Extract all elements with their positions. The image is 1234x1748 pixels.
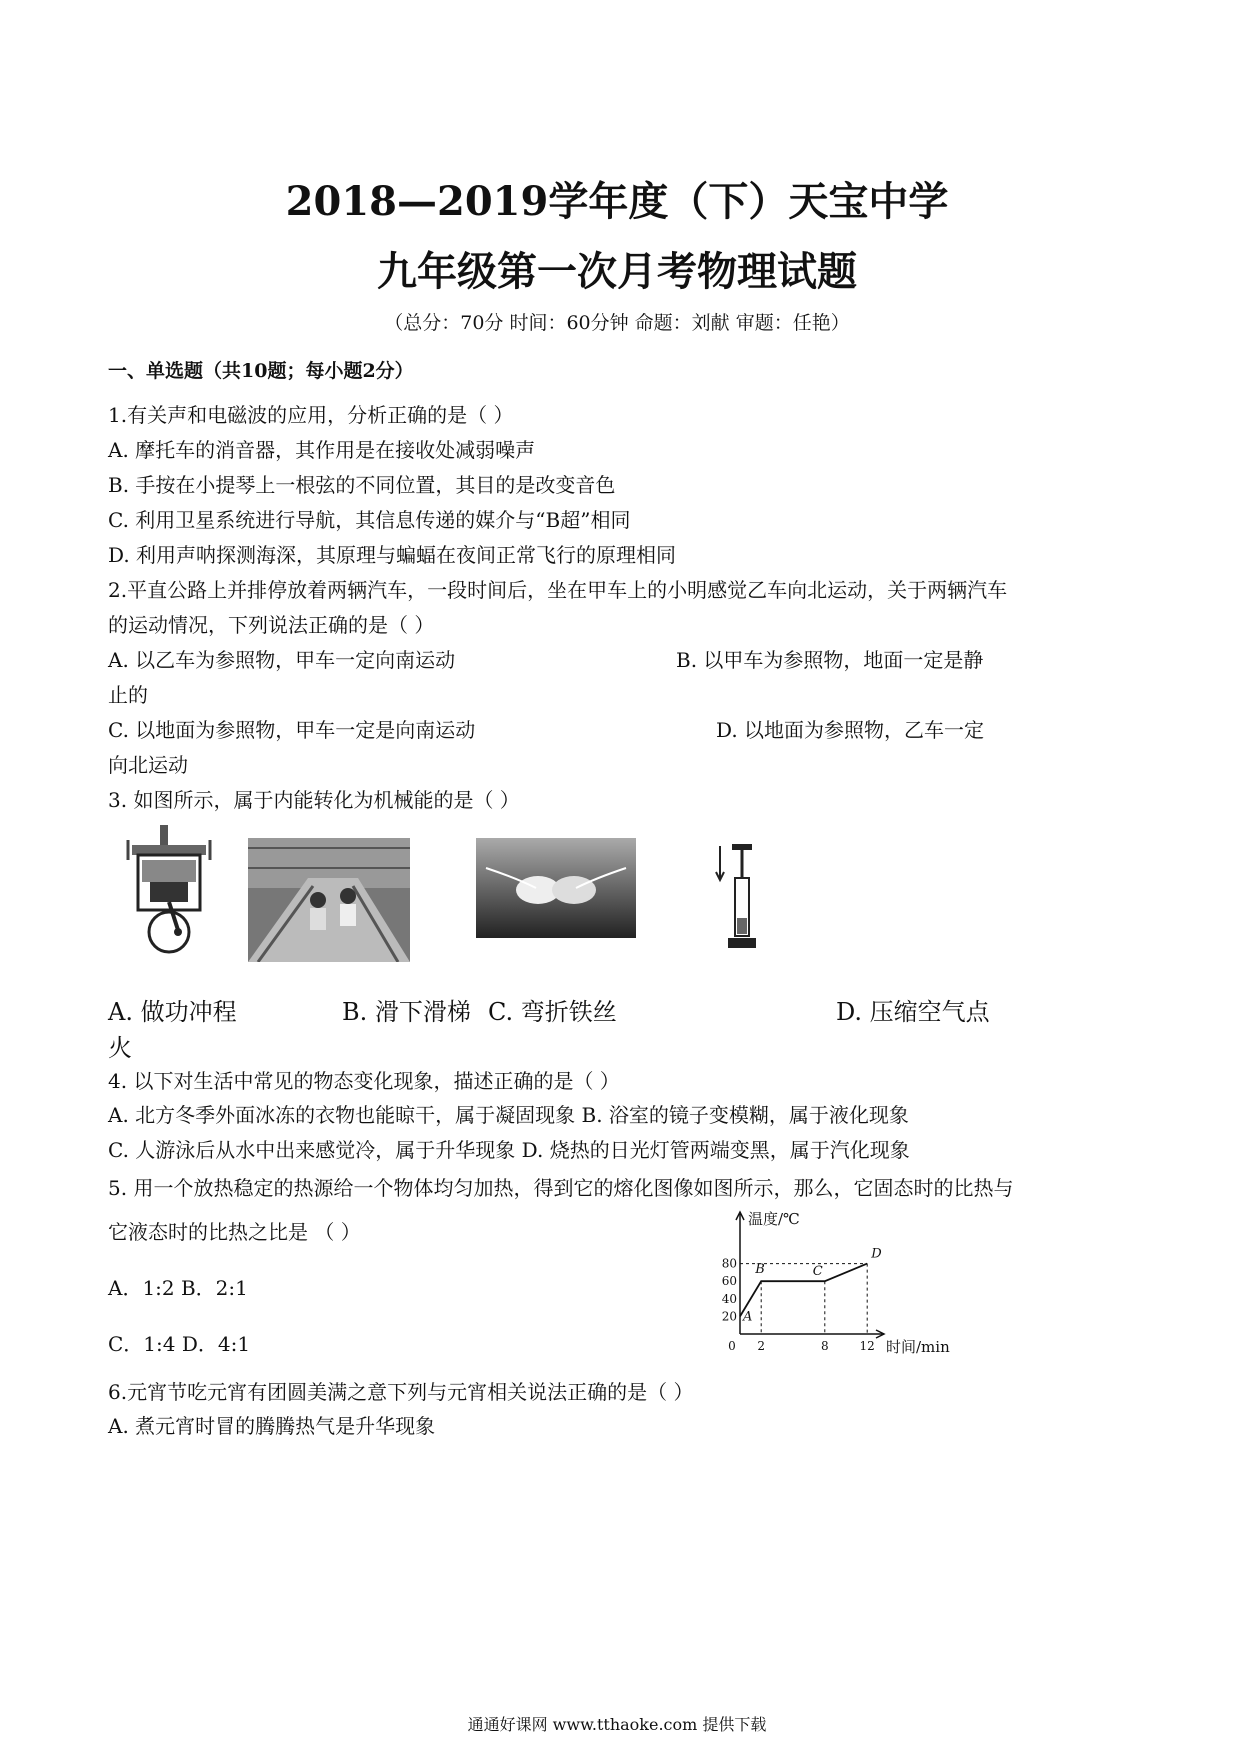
slide-photo (248, 838, 410, 962)
y-tick-label: 20 (721, 1309, 737, 1324)
page-title: 2018—2019学年度（下）天宝中学 (285, 178, 949, 225)
q3-option-b: B. 滑下滑梯 (342, 998, 471, 1026)
q6-option-a: A. 煮元宵时冒的腾腾热气是升华现象 (108, 1414, 436, 1438)
y-tick-label: 40 (721, 1291, 737, 1306)
point-label: A (743, 1309, 753, 1325)
point-label: C (812, 1264, 823, 1280)
q1-stem: 1.有关声和电磁波的应用，分析正确的是（ ） (108, 403, 514, 427)
q2-option-c: C. 以地面为参照物，甲车一定是向南运动 (108, 718, 476, 742)
air-compression-illustration (712, 838, 762, 956)
q5-options-cd: C．1:4 D．4:1 (108, 1332, 251, 1356)
x-tick-label: 8 (820, 1339, 829, 1353)
engine-power-stroke-illustration (120, 820, 220, 955)
q3-stem: 3. 如图所示，属于内能转化为机械能的是（ ） (108, 788, 520, 812)
point-label: D (871, 1246, 882, 1262)
q5-stem-line2: 它液态时的比热之比是 （ ） (108, 1220, 361, 1244)
q2-option-a: A. 以乙车为参照物，甲车一定向南运动 (108, 648, 456, 672)
x-tick-label: 0 (728, 1339, 736, 1353)
q4-options-cd: C. 人游泳后从水中出来感觉冷，属于升华现象 D. 烧热的日光灯管两端变黑，属于汽化现象 (108, 1138, 910, 1162)
q5-options-ab: A．1:2 B．2:1 (108, 1276, 248, 1300)
y-tick-label: 60 (721, 1274, 737, 1289)
y-tick-label: 80 (721, 1256, 737, 1271)
q1-option-b: B. 手按在小提琴上一根弦的不同位置，其目的是改变音色 (108, 473, 616, 497)
q2-option-b-cont: 止的 (108, 683, 148, 707)
melting-curve-chart (708, 1206, 968, 1358)
page-footer: 通通好课网 www.tthaoke.com 提供下载 (467, 1715, 767, 1734)
x-tick-label: 12 (859, 1339, 875, 1353)
q2-stem-line1: 2.平直公路上并排停放着两辆汽车，一段时间后，坐在甲车上的小明感觉乙车向北运动，关于两辆汽车 (108, 578, 1008, 602)
q1-option-c: C. 利用卫星系统进行导航，其信息传递的媒介与“B超”相同 (108, 508, 631, 532)
q5-stem-line1: 5. 用一个放热稳定的热源给一个物体均匀加热，得到它的熔化图像如图所示，那么，它固态时的比热与 (108, 1176, 1014, 1200)
q1-option-a: A. 摩托车的消音器，其作用是在接收处减弱噪声 (108, 438, 536, 462)
q3-option-c: C. 弯折铁丝 (488, 998, 617, 1026)
q6-stem: 6.元宵节吃元宵有团圆美满之意下列与元宵相关说法正确的是（ ） (108, 1380, 694, 1404)
x-tick-label: 2 (757, 1339, 766, 1353)
q3-option-d-cont: 火 (108, 1034, 132, 1062)
q2-option-b: B. 以甲车为参照物，地面一定是静 (676, 648, 984, 672)
y-axis-label: 温度/℃ (748, 1210, 800, 1228)
exam-meta: （总分：70分 时间：60分钟 命题：刘献 审题：任艳） (384, 312, 850, 334)
q3-option-d: D. 压缩空气点 (836, 998, 990, 1026)
q3-option-a: A. 做功冲程 (108, 998, 237, 1026)
bending-wire-photo (476, 838, 636, 938)
q2-option-d: D. 以地面为参照物，乙车一定 (716, 718, 985, 742)
q1-option-d: D. 利用声呐探测海深，其原理与蝙蝠在夜间正常飞行的原理相同 (108, 543, 677, 567)
point-label: B (755, 1262, 765, 1278)
q2-option-d-cont: 向北运动 (108, 753, 188, 777)
x-axis-label: 时间/min (886, 1338, 950, 1356)
page-subtitle: 九年级第一次月考物理试题 (377, 248, 857, 295)
q4-options-ab: A. 北方冬季外面冰冻的衣物也能晾干，属于凝固现象 B. 浴室的镜子变模糊，属于液化现象 (108, 1103, 909, 1127)
q2-stem-line2: 的运动情况，下列说法正确的是（ ） (108, 613, 435, 637)
section-heading: 一、单选题（共10题；每小题2分） (108, 360, 414, 382)
q4-stem: 4. 以下对生活中常见的物态变化现象，描述正确的是（ ） (108, 1069, 620, 1093)
